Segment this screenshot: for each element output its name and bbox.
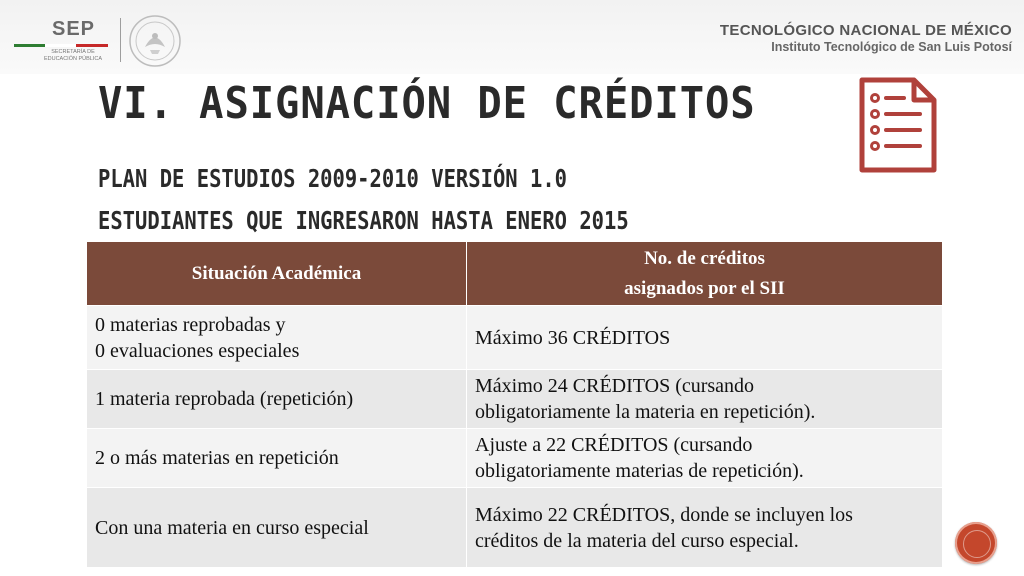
cell-situacion: 1 materia reprobada (repetición) [87,370,467,429]
slide-title: VI. ASIGNACIÓN DE CRÉDITOS [98,78,756,129]
cell-creditos: Máximo 36 CRÉDITOS [467,306,943,370]
next-slide-circle-icon[interactable] [955,522,997,564]
sep-subtitle: SECRETARÍA DE EDUCACIÓN PÚBLICA [43,49,103,62]
cell-creditos: Máximo 22 CRÉDITOS, donde se incluyen los créditos de la materia del curso especial. [467,488,943,568]
table-row [87,370,943,429]
table-row [87,306,943,370]
credits-table [86,241,943,568]
sep-flag-stripe [14,44,108,47]
header-creditos: No. de créditos asignados por el SII [467,242,943,306]
header-situacion: Situación Académica [87,242,467,306]
cell-situacion: 0 materias reprobadas y 0 evaluaciones especiales [87,306,467,370]
cell-creditos: Ajuste a 22 CRÉDITOS (cursando obligatoriamente materias de repetición). [467,429,943,488]
cell-situacion: Con una materia en curso especial [87,488,467,568]
logo-divider [120,18,121,62]
campus-name: Instituto Tecnológico de San Luis Potosí [771,40,1012,54]
sep-wordmark: SEP [52,18,96,40]
slide-subtitle-plan: PLAN DE ESTUDIOS 2009-2010 VERSIÓN 1.0 [98,164,568,193]
document-checklist-icon [856,76,940,174]
cell-situacion: 2 o más materias en repetición [87,429,467,488]
slide-subtitle-students: ESTUDIANTES QUE INGRESARON HASTA ENERO 2015 [98,206,629,235]
table-row [87,488,943,568]
mexico-seal-icon [128,14,182,68]
cell-creditos: Máximo 24 CRÉDITOS (cursando obligatoriamente la materia en repetición). [467,370,943,429]
institution-name: TECNOLÓGICO NACIONAL DE MÉXICO [719,22,1012,39]
table-row [87,429,943,488]
table-header-row [87,242,943,306]
sep-logo [14,18,110,64]
